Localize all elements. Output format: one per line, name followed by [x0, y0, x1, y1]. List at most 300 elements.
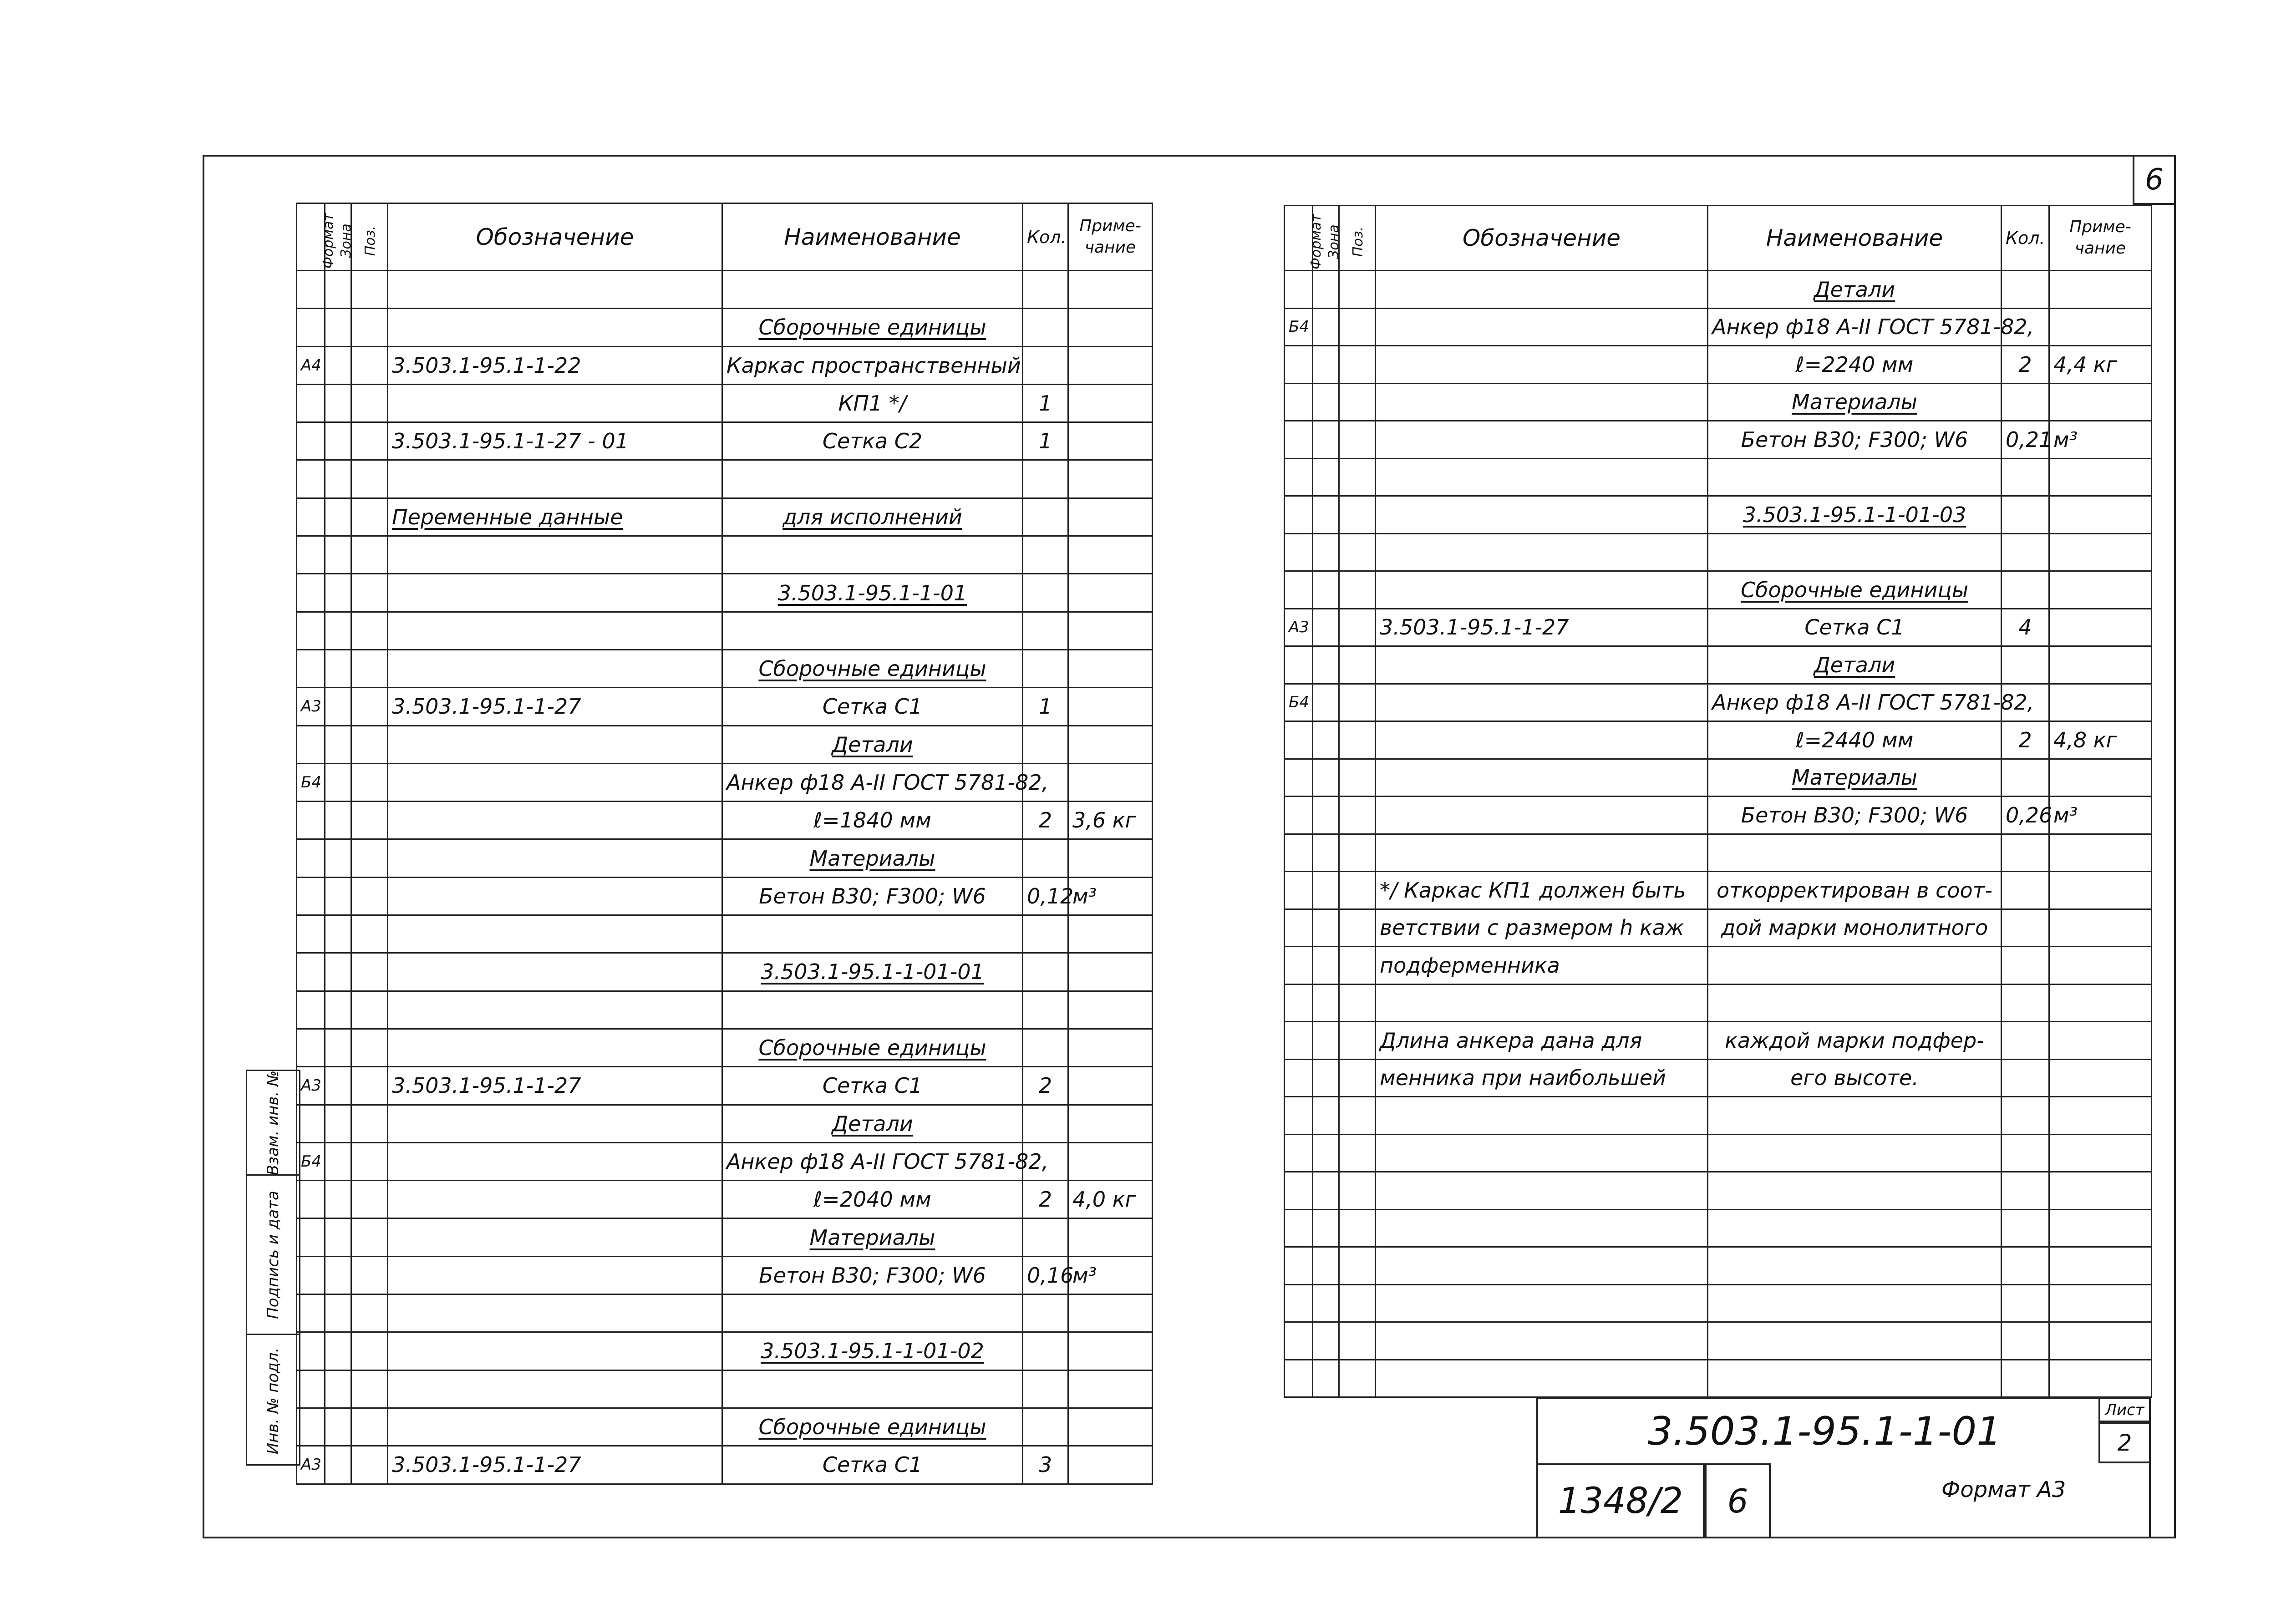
table-row	[297, 1370, 1153, 1408]
cell-note-text: 4,0 кг	[1072, 1187, 1136, 1212]
header-note: Приме-чание	[2049, 206, 2152, 271]
cell-qty-text: 0,16	[1027, 1263, 1074, 1288]
cell-name	[722, 1181, 1023, 1218]
cell-designation-text: 3.503.1-95.1-1-27 - 01	[392, 429, 629, 454]
cell-name	[722, 574, 1023, 612]
cell-note	[2049, 797, 2152, 834]
cell-pos	[351, 1332, 388, 1370]
cell-designation	[1376, 909, 1708, 947]
cell-qty	[1023, 346, 1068, 384]
header-qty: Кол.	[1023, 203, 1068, 271]
cell-name	[722, 498, 1023, 536]
cell-qty-text: 1	[1038, 694, 1052, 719]
cell-zone	[325, 1370, 351, 1408]
cell-name	[722, 309, 1023, 346]
cell-qty	[1023, 1029, 1068, 1066]
cell-designation	[1376, 984, 1708, 1022]
cell-name-text: каждой марки подфер-	[1725, 1028, 1984, 1053]
cell-note	[2049, 421, 2152, 459]
cell-name	[722, 953, 1023, 991]
cell-note	[2049, 533, 2152, 571]
cell-name-text: 3.503.1-95.1-1-01-02	[761, 1339, 984, 1364]
cell-format	[1285, 458, 1313, 496]
cell-designation	[388, 1181, 722, 1218]
cell-note	[2049, 646, 2152, 684]
cell-name-text: Материалы	[809, 1225, 935, 1250]
cell-zone	[1313, 721, 1339, 759]
cell-pos	[351, 498, 388, 536]
cell-zone	[325, 1105, 351, 1142]
cell-qty	[2002, 759, 2049, 797]
cell-name-text: Материалы	[1792, 765, 1917, 790]
cell-qty	[2002, 271, 2049, 309]
cell-name	[1708, 872, 2002, 909]
cell-format	[297, 1408, 325, 1446]
header-format: Формат	[1285, 206, 1313, 271]
cell-format-text: А3	[301, 697, 321, 716]
cell-designation	[1376, 308, 1708, 346]
cell-qty	[2002, 1134, 2049, 1172]
cell-note	[2049, 872, 2152, 909]
cell-qty	[2002, 1059, 2049, 1097]
cell-pos	[351, 1105, 388, 1142]
table-row	[297, 536, 1153, 574]
cell-qty	[2002, 1360, 2049, 1397]
cell-designation-text: Переменные данные	[392, 504, 623, 529]
cell-name	[722, 877, 1023, 915]
cell-zone	[325, 574, 351, 612]
table-row	[297, 1446, 1153, 1484]
cell-qty	[2002, 834, 2049, 872]
cell-name-text: Бетон В30; F300; W6	[759, 1263, 986, 1288]
header-pos: Поз.	[351, 203, 388, 271]
cell-note	[1068, 422, 1153, 460]
cell-zone	[325, 536, 351, 574]
table-row	[1285, 759, 2152, 797]
cell-qty	[1023, 1067, 1068, 1105]
cell-qty-text: 2	[1038, 808, 1052, 833]
cell-name-text: Сборочные единицы	[758, 656, 986, 681]
cell-designation	[388, 1142, 722, 1180]
cell-name	[1708, 571, 2002, 609]
cell-designation	[1376, 797, 1708, 834]
header-designation: Обозначение	[388, 203, 722, 271]
cell-zone	[325, 650, 351, 687]
cell-designation-text: 3.503.1-95.1-1-27	[392, 1452, 581, 1477]
cell-pos	[1339, 759, 1376, 797]
cell-name-text: Детали	[832, 732, 913, 757]
table-row	[1285, 1209, 2152, 1247]
cell-name	[722, 763, 1049, 801]
cell-format	[297, 1181, 325, 1218]
cell-format-text: А4	[301, 356, 321, 375]
cell-qty	[2002, 1247, 2049, 1285]
cell-qty	[1023, 460, 1068, 498]
cell-note	[2049, 909, 2152, 947]
cell-name-text: Сетка С1	[822, 1073, 923, 1098]
cell-name-text: Сетка С1	[1804, 615, 1905, 640]
cell-zone	[1313, 1097, 1339, 1135]
header-format: Формат	[297, 203, 325, 271]
inventory-cell	[1536, 1463, 1705, 1538]
cell-name	[1708, 909, 2002, 947]
table-row	[297, 839, 1153, 877]
cell-zone	[325, 1067, 351, 1105]
cell-note	[1068, 1181, 1153, 1218]
cell-pos	[1339, 834, 1376, 872]
table-row	[297, 915, 1153, 953]
cell-note	[2049, 496, 2152, 534]
cell-note	[2049, 947, 2152, 985]
cell-pos	[351, 915, 388, 953]
table-row	[1285, 1247, 2152, 1285]
cell-zone	[1313, 609, 1339, 646]
cell-designation	[1376, 721, 1708, 759]
cell-qty	[2002, 909, 2049, 947]
cell-pos	[351, 1218, 388, 1256]
cell-zone	[1313, 383, 1339, 421]
cell-qty-text: 2	[2018, 727, 2032, 752]
cell-zone	[325, 1142, 351, 1180]
cell-name-text: Сетка С2	[822, 429, 923, 454]
right-spec-table	[1284, 205, 2152, 1398]
cell-format	[1285, 872, 1313, 909]
cell-name	[1708, 834, 2002, 872]
cell-zone	[325, 1446, 351, 1484]
cell-note	[1068, 763, 1153, 801]
cell-zone	[1313, 346, 1339, 384]
cell-qty	[1023, 574, 1068, 612]
cell-note	[2049, 1247, 2152, 1285]
cell-qty	[1023, 915, 1068, 953]
cell-designation	[388, 953, 722, 991]
cell-note	[2049, 1059, 2152, 1097]
cell-format	[1285, 984, 1313, 1022]
cell-qty	[2002, 947, 2049, 985]
cell-format	[1285, 1209, 1313, 1247]
table-row	[1285, 421, 2152, 459]
cell-qty	[1023, 309, 1068, 346]
table-row	[297, 877, 1153, 915]
cell-name-text: Анкер ф18 А-II ГОСТ 5781-82,	[726, 1149, 1049, 1174]
cell-format	[297, 536, 325, 574]
cell-pos	[1339, 271, 1376, 309]
cell-pos	[1339, 1322, 1376, 1360]
cell-qty	[1023, 498, 1068, 536]
cell-name	[1708, 797, 2002, 834]
cell-qty	[1023, 802, 1068, 839]
cell-name-text: Сборочные единицы	[1740, 577, 1969, 602]
cell-note-text: м³	[2053, 802, 2078, 827]
cell-pos	[351, 1256, 388, 1294]
format-label: Формат А3	[1941, 1477, 2066, 1502]
cell-name-text: Сборочные единицы	[758, 1415, 986, 1440]
cell-pos	[351, 536, 388, 574]
cell-designation	[388, 1446, 722, 1484]
cell-name	[722, 1067, 1023, 1105]
cell-zone	[325, 346, 351, 384]
cell-name	[722, 1332, 1023, 1370]
cell-note	[2049, 721, 2152, 759]
cell-note-text: 4,8 кг	[2053, 727, 2117, 752]
cell-name-text: для исполнений	[782, 504, 962, 529]
cell-format	[1285, 346, 1313, 384]
cell-pos	[351, 384, 388, 422]
cell-zone	[325, 726, 351, 763]
cell-pos	[1339, 533, 1376, 571]
cell-format	[297, 1218, 325, 1256]
cell-name	[1708, 947, 2002, 985]
cell-designation	[388, 915, 722, 953]
cell-zone	[325, 498, 351, 536]
cell-pos	[351, 839, 388, 877]
cell-qty	[2002, 984, 2049, 1022]
cell-designation-text: 3.503.1-95.1-1-27	[392, 694, 581, 719]
cell-note	[2049, 1322, 2152, 1360]
cell-designation	[1376, 533, 1708, 571]
cell-designation	[388, 574, 722, 612]
cell-zone	[325, 1256, 351, 1294]
cell-qty	[1023, 953, 1068, 991]
cell-pos	[1339, 496, 1376, 534]
cell-name-text: Материалы	[809, 846, 935, 871]
cell-note	[1068, 1446, 1153, 1484]
cell-zone	[1313, 308, 1339, 346]
cell-name	[1708, 984, 2002, 1022]
cell-note	[2049, 1172, 2152, 1210]
cell-qty	[2002, 346, 2049, 384]
cell-name	[722, 1105, 1023, 1142]
cell-zone	[1313, 834, 1339, 872]
cell-designation	[1376, 571, 1708, 609]
cell-qty-text: 2	[1038, 1187, 1052, 1212]
table-row	[297, 574, 1153, 612]
cell-qty	[1023, 536, 1068, 574]
right-header-row	[1285, 206, 2152, 271]
cell-format	[1285, 271, 1313, 309]
cell-name	[1708, 383, 2002, 421]
cell-note	[2049, 984, 2152, 1022]
cell-qty-text: 1	[1038, 391, 1052, 416]
cell-zone	[1313, 909, 1339, 947]
cell-zone	[325, 1218, 351, 1256]
cell-zone	[1313, 458, 1339, 496]
cell-pos	[351, 346, 388, 384]
cell-zone	[1313, 984, 1339, 1022]
cell-zone	[1313, 1209, 1339, 1247]
cell-note	[1068, 915, 1153, 953]
cell-designation	[388, 1408, 722, 1446]
cell-pos	[351, 802, 388, 839]
cell-note	[1068, 839, 1153, 877]
cell-designation	[388, 877, 722, 915]
cell-name-text: 3.503.1-95.1-1-01-01	[761, 959, 984, 985]
cell-designation	[388, 991, 722, 1029]
table-row	[1285, 609, 2152, 646]
cell-note	[1068, 991, 1153, 1029]
cell-note	[2049, 308, 2152, 346]
table-row	[1285, 721, 2152, 759]
cell-qty	[1023, 877, 1074, 915]
cell-name-text: Сборочные единицы	[758, 315, 986, 340]
cell-name	[1708, 1247, 2002, 1285]
cell-note	[1068, 309, 1153, 346]
cell-name-text: Бетон В30; F300; W6	[759, 883, 986, 908]
cell-format	[297, 726, 325, 763]
table-row	[297, 1067, 1153, 1105]
cell-note	[2049, 1209, 2152, 1247]
cell-name-text: Сетка С1	[822, 1452, 923, 1477]
cell-name-text: Детали	[1814, 277, 1895, 302]
number-cell	[1705, 1463, 1771, 1538]
table-row	[1285, 646, 2152, 684]
cell-qty	[1023, 384, 1068, 422]
cell-zone	[1313, 797, 1339, 834]
cell-note	[1068, 1142, 1153, 1180]
cell-name	[1708, 533, 2002, 571]
cell-pos	[1339, 458, 1376, 496]
cell-name	[722, 612, 1023, 650]
cell-zone	[325, 1408, 351, 1446]
cell-format	[297, 422, 325, 460]
cell-designation-text: ветствии с размером h каж	[1380, 915, 1684, 940]
table-row	[1285, 571, 2152, 609]
cell-note	[1068, 536, 1153, 574]
table-row	[297, 650, 1153, 687]
cell-note	[1068, 650, 1153, 687]
header-designation: Обозначение	[1376, 206, 1708, 271]
cell-format	[297, 346, 325, 384]
cell-qty	[1023, 1294, 1068, 1332]
cell-pos	[1339, 308, 1376, 346]
cell-note-text: м³	[1072, 1263, 1097, 1288]
cell-qty-text: 3	[1038, 1452, 1052, 1477]
cell-format	[297, 839, 325, 877]
cell-qty	[2002, 646, 2049, 684]
cell-note	[2049, 458, 2152, 496]
table-row	[1285, 1134, 2152, 1172]
cell-zone	[1313, 571, 1339, 609]
side-strip	[246, 1070, 300, 1466]
cell-pos	[351, 726, 388, 763]
cell-name	[722, 1029, 1023, 1066]
cell-zone	[325, 915, 351, 953]
cell-designation	[1376, 421, 1708, 459]
cell-zone	[325, 991, 351, 1029]
cell-designation	[1376, 1097, 1708, 1135]
cell-pos	[351, 1142, 388, 1180]
cell-note	[2049, 1360, 2152, 1397]
cell-zone	[1313, 1247, 1339, 1285]
side-cell-inv-original	[247, 1335, 299, 1467]
cell-designation-text: */ Каркас КП1 должен быть	[1380, 878, 1686, 903]
cell-designation	[1376, 346, 1708, 384]
cell-name	[1708, 1284, 2002, 1322]
cell-note	[1068, 802, 1153, 839]
cell-format	[1285, 1097, 1313, 1135]
cell-name	[1708, 1134, 2002, 1172]
cell-note	[1068, 1256, 1153, 1294]
cell-qty	[1023, 271, 1068, 309]
document-code: 3.503.1-95.1-1-01	[1648, 1409, 2002, 1454]
cell-designation	[388, 839, 722, 877]
cell-zone	[325, 877, 351, 915]
cell-designation	[1376, 1247, 1708, 1285]
cell-pos	[1339, 1360, 1376, 1397]
cell-note	[1068, 498, 1153, 536]
cell-designation	[1376, 646, 1708, 684]
cell-name	[1708, 759, 2002, 797]
cell-name	[722, 460, 1023, 498]
cell-designation	[1376, 684, 1708, 721]
cell-name-text: откорректирован в соот-	[1716, 878, 1993, 903]
cell-zone	[325, 309, 351, 346]
cell-pos	[1339, 383, 1376, 421]
stamp-number: 6	[1727, 1482, 1748, 1520]
table-row	[1285, 346, 2152, 384]
table-row	[1285, 533, 2152, 571]
cell-name	[722, 915, 1023, 953]
cell-qty	[2002, 721, 2049, 759]
cell-format	[1285, 797, 1313, 834]
table-row	[297, 1294, 1153, 1332]
cell-qty	[2002, 571, 2049, 609]
cell-note	[2049, 834, 2152, 872]
left-header-row	[297, 203, 1153, 271]
cell-pos	[1339, 909, 1376, 947]
table-row	[297, 991, 1153, 1029]
cell-designation	[1376, 1059, 1708, 1097]
cell-pos	[1339, 984, 1376, 1022]
cell-note	[1068, 574, 1153, 612]
cell-format-text: А3	[1289, 618, 1309, 637]
cell-zone	[1313, 421, 1339, 459]
table-row	[297, 460, 1153, 498]
table-row	[297, 688, 1153, 726]
cell-qty	[2002, 421, 2052, 459]
cell-name	[1708, 684, 2034, 721]
cell-zone	[1313, 1059, 1339, 1097]
cell-pos	[351, 877, 388, 915]
cell-pos	[1339, 721, 1376, 759]
cell-format	[1285, 308, 1313, 346]
table-row	[297, 1181, 1153, 1218]
cell-pos	[351, 688, 388, 726]
cell-format	[1285, 609, 1313, 646]
cell-format	[1285, 1360, 1313, 1397]
left-spec-body	[297, 271, 1153, 1484]
cell-note	[1068, 1067, 1153, 1105]
cell-name	[1708, 346, 2002, 384]
cell-designation	[388, 346, 722, 384]
cell-pos	[1339, 1247, 1376, 1285]
header-qty: Кол.	[2002, 206, 2049, 271]
table-row	[297, 726, 1153, 763]
cell-name-text: его высоте.	[1790, 1066, 1919, 1091]
cell-note-text: 3,6 кг	[1072, 808, 1136, 833]
cell-format	[297, 1446, 325, 1484]
cell-pos	[1339, 1284, 1376, 1322]
cell-note-text: м³	[1072, 883, 1097, 908]
cell-name	[1708, 421, 2002, 459]
cell-designation-text: 3.503.1-95.1-1-27	[1380, 615, 1569, 640]
cell-qty-text: 4	[2018, 615, 2032, 640]
cell-pos	[1339, 1059, 1376, 1097]
cell-note	[1068, 1370, 1153, 1408]
cell-designation	[388, 1029, 722, 1066]
cell-pos	[351, 612, 388, 650]
cell-designation	[1376, 1172, 1708, 1210]
